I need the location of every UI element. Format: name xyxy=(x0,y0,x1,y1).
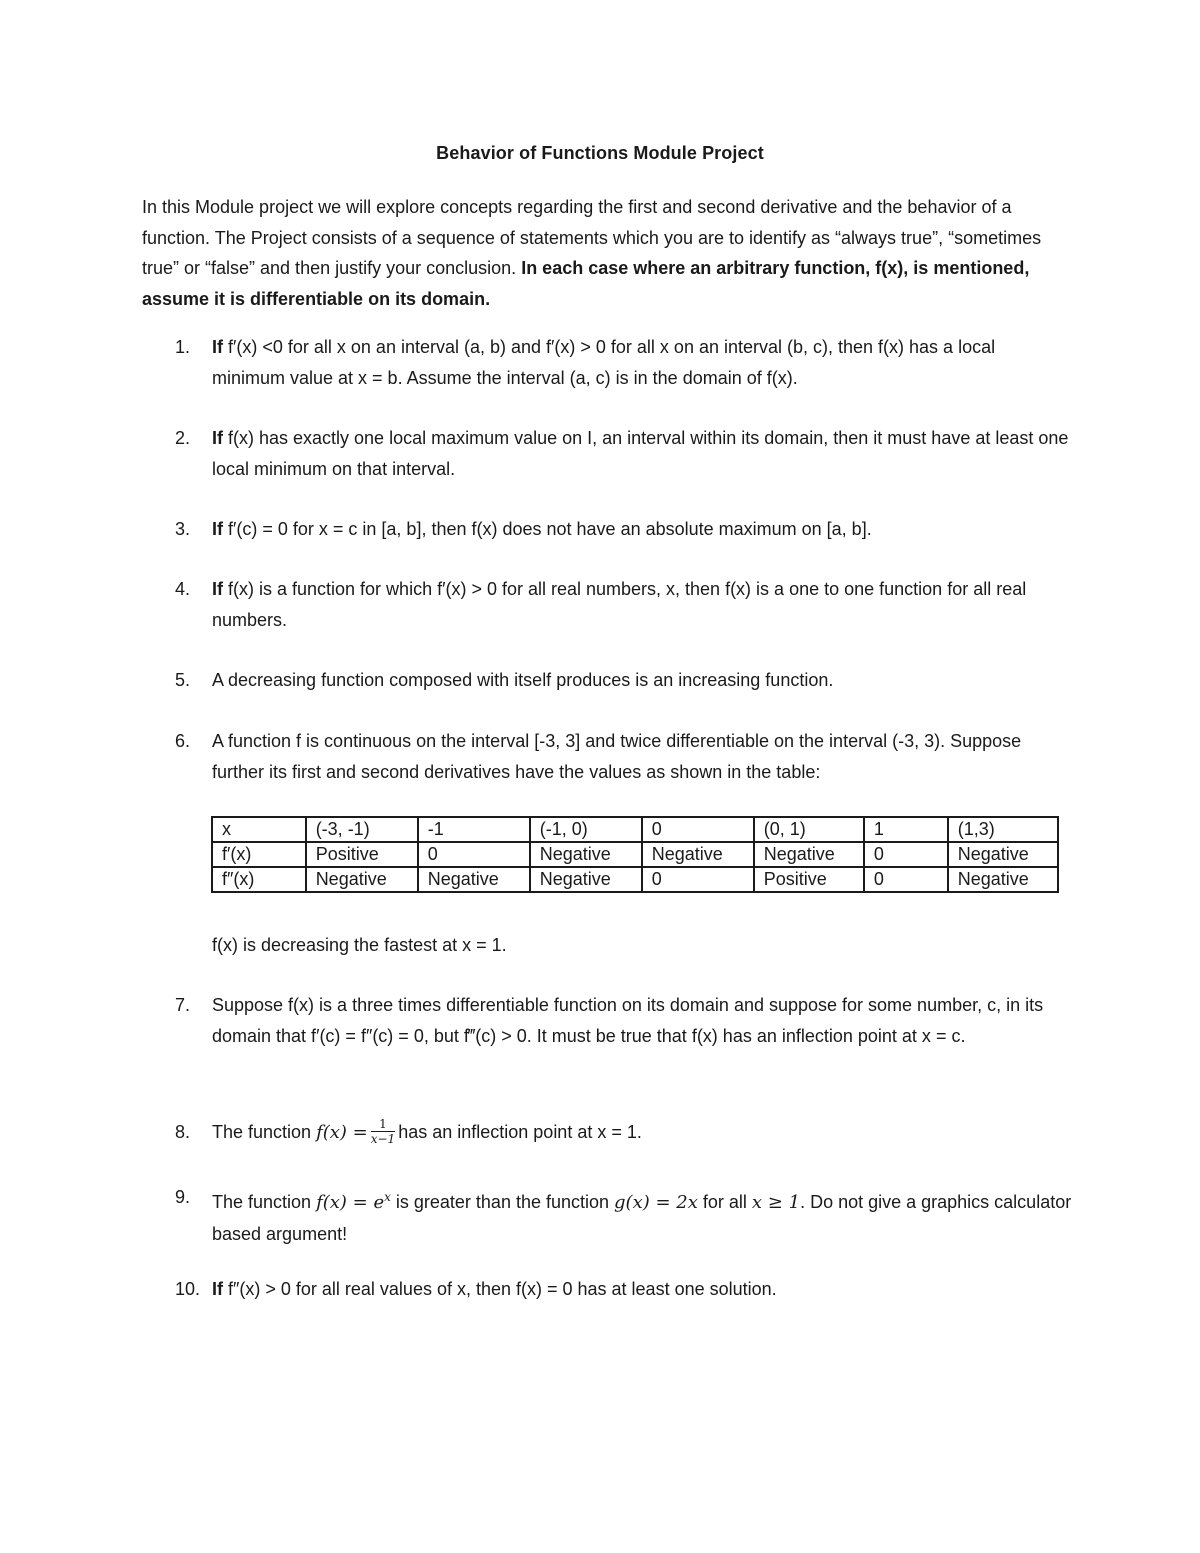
table-cell: x xyxy=(212,817,306,842)
item-number: 9. xyxy=(175,1187,191,1207)
item-number: 2. xyxy=(175,428,191,448)
table-cell: f″(x) xyxy=(212,867,306,892)
intro-bold-text: In each case where an arbitrary function, f(x), is mentioned, assume it is differentiable on its domain. xyxy=(142,258,1030,309)
item-text: If f′(c) = 0 for x = c in [a, b], then f(x) does not have an absolute maximum on [a, b]. xyxy=(212,519,872,539)
item-text-d: . Do not give a graphics calculator based argument! xyxy=(212,1192,1072,1244)
item-text-b: is greater than the function xyxy=(390,1192,615,1212)
fraction-numerator: 1 xyxy=(371,1117,395,1132)
table-cell: 0 xyxy=(864,867,948,892)
table-cell: 0 xyxy=(864,842,948,867)
item-text xyxy=(212,1117,1072,1149)
item-text: A decreasing function composed with itself produces is an increasing function. xyxy=(212,670,834,690)
table-cell: f′(x) xyxy=(212,842,306,867)
table-cell: Negative xyxy=(530,842,642,867)
item-number: 4. xyxy=(175,579,191,599)
item-number: 3. xyxy=(175,519,191,539)
item-number: 7. xyxy=(175,995,191,1015)
item-text xyxy=(212,1182,1072,1249)
item-text: If f(x) has exactly one local maximum value on I, an interval within its domain, then it must have at least one local minimum on that interval. xyxy=(212,428,1069,479)
table-cell: 0 xyxy=(642,817,754,842)
table-row xyxy=(212,817,1058,842)
item-text: If f(x) is a function for which f′(x) > 0 for all real numbers, x, then f(x) is a one to one function for all real numbers. xyxy=(212,579,1027,630)
table-cell: Negative xyxy=(948,842,1058,867)
table-cell: 0 xyxy=(418,842,530,867)
function-f-exp: f(x) = e xyxy=(316,1192,385,1213)
table-cell: Negative xyxy=(754,842,864,867)
table-cell: Negative xyxy=(306,867,418,892)
item-number: 6. xyxy=(175,731,191,751)
condition-x: x ≥ 1 xyxy=(751,1192,801,1213)
item-text: A function f is continuous on the interval [-3, 3] and twice differentiable on the interval (-3, 3). Suppose further its first and second derivatives have the values as shown in the table: xyxy=(212,731,1022,782)
table-cell: Negative xyxy=(418,867,530,892)
table-cell: Negative xyxy=(530,867,642,892)
function-f-lhs: f(x) = xyxy=(316,1122,368,1143)
intro-paragraph xyxy=(142,192,1072,314)
table-cell: 0 xyxy=(642,867,754,892)
table-cell: 1 xyxy=(864,817,948,842)
item-text-a: The function xyxy=(212,1192,317,1212)
item-number: 5. xyxy=(175,670,191,690)
table-cell: (-3, -1) xyxy=(306,817,418,842)
item-text: If f′(x) <0 for all x on an interval (a, b) and f′(x) > 0 for all x on an interval (b, c), then f(x) has a local minimum value at x = b. Assume the interval (a, c) is in the domain of f(x). xyxy=(212,337,996,388)
table-cell: (-1, 0) xyxy=(530,817,642,842)
item-text-after: has an inflection point at x = 1. xyxy=(398,1122,642,1142)
table-cell: (0, 1) xyxy=(754,817,864,842)
table-cell: Positive xyxy=(754,867,864,892)
table-cell: Positive xyxy=(306,842,418,867)
item-number: 10. xyxy=(175,1279,201,1299)
table-cell: -1 xyxy=(418,817,530,842)
table-cell: Negative xyxy=(948,867,1058,892)
derivative-table xyxy=(211,816,1059,893)
table-cell: (1,3) xyxy=(948,817,1058,842)
item-text-c: for all xyxy=(697,1192,752,1212)
table-row xyxy=(212,842,1058,867)
table-cell: Negative xyxy=(642,842,754,867)
table-statement: f(x) is decreasing the fastest at x = 1. xyxy=(212,935,507,955)
exponent-x: x xyxy=(384,1190,391,1204)
item-text-before: The function xyxy=(212,1122,317,1142)
fraction-denominator: x−1 xyxy=(370,1131,396,1146)
fraction xyxy=(371,1117,395,1146)
table-row xyxy=(212,867,1058,892)
function-g: g(x) = 2x xyxy=(614,1192,698,1213)
intro-text: In this Module project we will explore concepts regarding the first and second derivative and the behavior of a function. The Project consists of a sequence of statements which you are to identify as “always true”, “sometimes true” or “false” and then justify your conclusion. xyxy=(142,197,1042,278)
item-number: 1. xyxy=(175,337,191,357)
item-text: If f″(x) > 0 for all real values of x, then f(x) = 0 has at least one solution. xyxy=(212,1279,777,1299)
item-text: Suppose f(x) is a three times differentiable function on its domain and suppose for some number, c, in its domain that f′(c) = f″(c) = 0, but f‴(c) > 0. It must be true that f(x) has an inflection point at x = c. xyxy=(212,995,1044,1046)
page-title: Behavior of Functions Module Project xyxy=(436,143,764,163)
item-number: 8. xyxy=(175,1122,191,1142)
